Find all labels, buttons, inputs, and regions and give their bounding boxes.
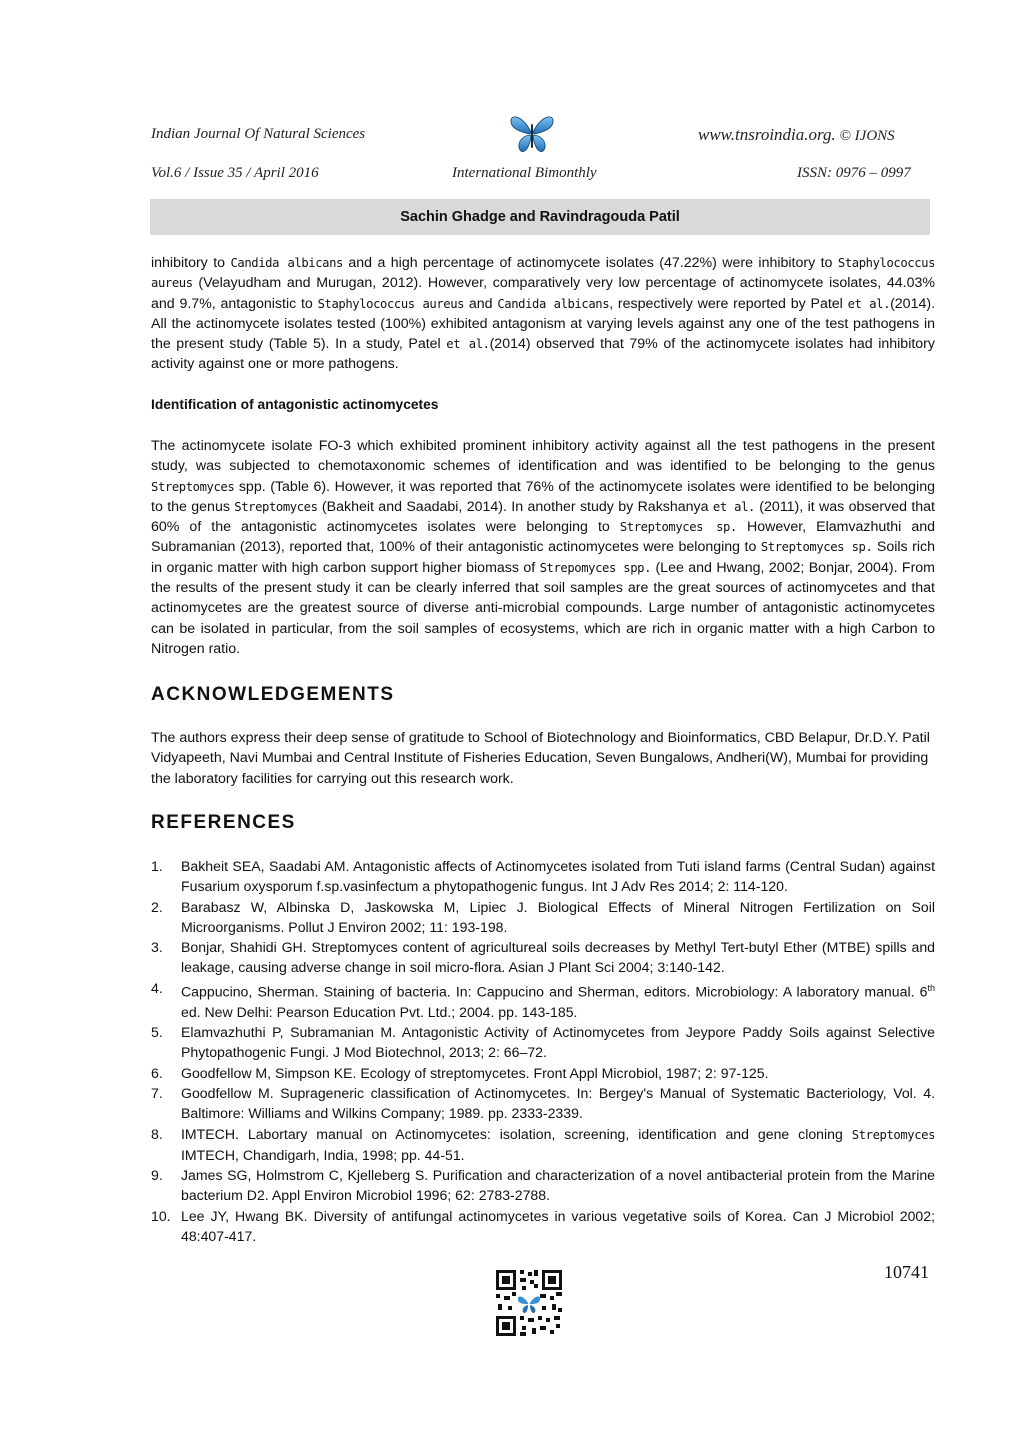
reference-text: ed. New Delhi: Pearson Education Pvt. Ltd.; 2004. pp. 143-185.: [181, 1003, 578, 1020]
reference-number: 2.: [151, 898, 163, 915]
reference-item: [151, 1206, 935, 1247]
reference-number: 3.: [151, 939, 163, 956]
reference-item: [151, 978, 935, 1022]
citation-etal: et al.: [446, 337, 490, 352]
reference-item: [151, 1165, 935, 1206]
text: and: [464, 295, 498, 312]
reference-item: [151, 897, 935, 938]
website[interactable]: [698, 125, 895, 145]
reference-number: 6.: [151, 1064, 163, 1081]
species-name: Strepomyces spp.: [539, 560, 652, 575]
reference-list: [151, 856, 935, 1246]
text: (Bakheit and Saadabi, 2014). In another study by Rakshanya: [317, 498, 713, 515]
reference-number: 4.: [151, 979, 163, 996]
text: However, Elamvazhuthi and Subramanian (2013), reported that, 100% of their antagonistic actinomycetes were belonging to: [151, 519, 935, 556]
reference-item: [151, 1022, 935, 1063]
text: (Lee and Hwang, 2002; Bonjar, 2004). From the results of the present study it can be clearly inferred that soil samples are the great sources of actinomycetes and that actinomycetes are the greatest source of diverse anti-microbial compounds. Large number of antagonistic actinomycetes can be isolated in particular, from the soil samples of ecosystems, which are rich in organic matter with a high Carbon to Nitrogen ratio.: [151, 559, 936, 657]
acknowledgements-text: The authors express their deep sense of gratitude to School of Biotechnology and Bioinformatics, CBD Belapur, Dr.D.Y. Patil Vidyapeeth, Navi Mumbai and Central Institute of Fisheries Education, Seven Bungalows, Andheri(W), Mumbai for providing the laboratory facilities for carrying out this research work.: [151, 730, 930, 787]
species-name: Staphylococcus aureus: [317, 296, 465, 311]
reference-item: [151, 856, 935, 897]
text: spp. (Table 6). However, it was reported that 76% of the actinomycete isolates were identified to be belonging to the genus: [151, 478, 935, 515]
reference-text: Bonjar, Shahidi GH. Streptomyces content of agricultureal soils decreases by Methyl Tert-butyl Ether (MTBE) spills and leakage, causing adverse change in soil micro-flora. Asian J Plant Sci 2004; 3:140-142.: [181, 939, 935, 976]
text: Soils rich in organic matter with high carbon support higher biomass of: [151, 539, 935, 576]
reference-text: IMTECH. Labortary manual on Actinomycetes: isolation, screening, identification and gene cloning: [181, 1125, 852, 1142]
citation-etal: et al.: [847, 296, 891, 311]
text: The actinomycete isolate FO-3 which exhibited prominent inhibitory activity against all the test pathogens in the present study, was subjected to chemotaxonomic schemes of identification and was identified to be belonging to the genus: [151, 438, 935, 475]
volume-info: Vol.6 / Issue 35 / April 2016: [151, 165, 319, 181]
text: (2011), it was observed that 60% of the antagonistic actinomycetes isolates were belonging to: [151, 498, 935, 536]
acknowledgements-heading: ACKNOWLEDGEMENTS: [151, 684, 395, 705]
species-name: Candida albicans: [497, 296, 610, 311]
reference-number: 7.: [151, 1084, 163, 1101]
species-name: Candida albicans: [230, 256, 343, 270]
reference-text: Goodfellow M, Simpson KE. Ecology of streptomycetes. Front Appl Microbiol, 1987; 2: 97-125.: [181, 1064, 769, 1081]
text: , respectively were reported by Patel: [609, 295, 848, 312]
text: (Velayudham and Murugan, 2012). However, comparatively very low percentage of actinomycete isolates, 44.03% and 9.7%, antagonistic to: [151, 275, 935, 312]
reference-text: Cappucino, Sherman. Staining of bacteria. In: Cappucino and Sherman, editors. Microbiology: A laboratory manual. 6: [181, 983, 928, 1000]
text: and a high percentage of actinomycete isolates (47.22%) were inhibitory to: [342, 255, 838, 271]
text: (2014). All the actinomycete isolates tested (100%) exhibited antagonism at varying levels against any one of the test pathogens in the present study (Table 5). In a study, Patel: [151, 295, 936, 353]
copyright: © IJONS: [839, 128, 895, 144]
reference-text: IMTECH, Chandigarh, India, 1998; pp. 44-51.: [181, 1146, 465, 1163]
website-url[interactable]: www.tnsroindia.org.: [698, 125, 836, 144]
reference-number: 8.: [151, 1125, 163, 1142]
species-name: Streptomyces: [151, 479, 235, 494]
frequency: International Bimonthly: [452, 165, 597, 181]
citation-etal: et al.: [712, 499, 755, 514]
species-name: Streptomyces sp.: [760, 540, 873, 555]
issn: ISSN: 0976 – 0997: [797, 165, 911, 181]
section-subheading: Identification of antagonistic actinomycetes: [151, 397, 439, 412]
reference-text: Lee JY, Hwang BK. Diversity of antifungal actinomycetes in various vegetative soils of Korea. Can J Microbiol 2002; 48:407-417.: [181, 1207, 935, 1245]
author-bar: [150, 199, 930, 235]
reference-item: [151, 1063, 935, 1083]
species-name: Staphylococcus aureus: [151, 256, 935, 291]
page-number: 10741: [884, 1262, 929, 1282]
species-name: Streptomyces sp.: [619, 520, 737, 535]
reference-number: 1.: [151, 858, 163, 874]
reference-item: [151, 1124, 935, 1166]
butterfly-icon: [508, 112, 556, 156]
reference-number: 9.: [151, 1167, 163, 1184]
text: (2014) observed that 79% of the actinomycete isolates had inhibitory activity against one or more pathogens.: [151, 336, 935, 373]
reference-text: James SG, Holmstrom C, Kjelleberg S. Purification and characterization of a novel antibacterial protein from the Marine bacterium D2. Appl Environ Microbiol 1996; 62: 2783-2788.: [181, 1167, 935, 1204]
superscript: th: [927, 982, 935, 993]
references-heading: REFERENCES: [151, 812, 296, 833]
identification-paragraph: [151, 436, 935, 659]
reference-text: Barabasz W, Albinska D, Jaskowska M, Lipiec J. Biological Effects of Mineral Nitrogen Fertilization on Soil Microorganisms. Pollut J Environ 2002; 11: 193-198.: [181, 898, 935, 935]
reference-text: Elamvazhuthi P, Subramanian M. Antagonistic Activity of Actinomycetes from Jeypore Paddy Soils against Selective Phytopathogenic Fungi. J Mod Biotechnol, 2013; 2: 66–72.: [181, 1024, 935, 1061]
reference-text: Bakheit SEA, Saadabi AM. Antagonistic affects of Actinomycetes isolated from Tuti island farms (Central Sudan) against Fusarium oxysporum f.sp.vasinfectum a phytopathogenic fungus. Int J Adv Res 2014; 2: 114-120.: [181, 858, 935, 895]
intro-paragraph: [151, 253, 935, 375]
journal-title: Indian Journal Of Natural Sciences: [151, 126, 366, 142]
species-name: Streptomyces: [851, 1127, 935, 1142]
reference-item: [151, 937, 935, 978]
reference-text: Goodfellow M. Suprageneric classification of Actinomycetes. In: Bergey's Manual of Systematic Bacteriology, Vol. 4. Baltimore: Williams and Wilkins Company; 1989. pp. 2333-2339.: [181, 1084, 935, 1122]
reference-number: 5.: [151, 1024, 163, 1041]
authors: Sachin Ghadge and Ravindragouda Patil: [400, 209, 680, 225]
species-name: Streptomyces: [234, 499, 318, 514]
qr-code-icon: [494, 1268, 564, 1338]
text: inhibitory to: [151, 255, 231, 271]
reference-number: 10.: [151, 1207, 171, 1224]
reference-item: [151, 1083, 935, 1124]
